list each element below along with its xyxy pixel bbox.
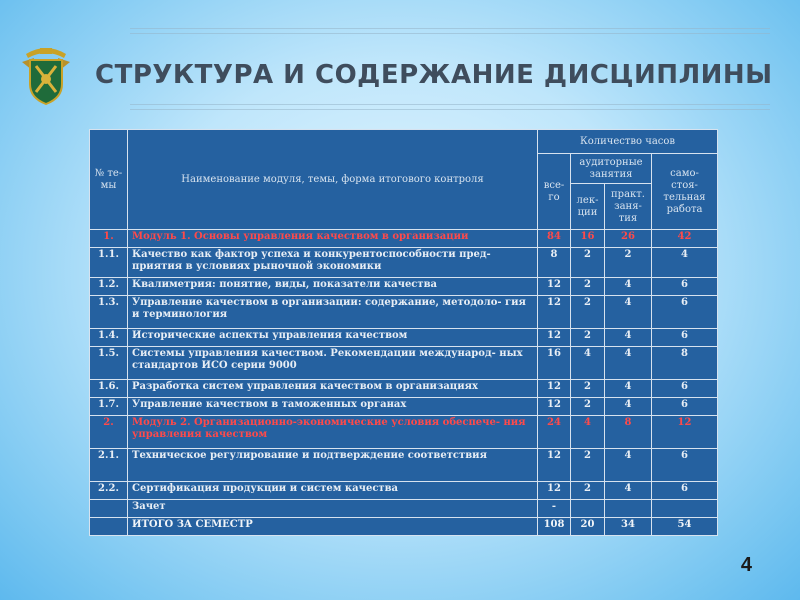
table-row [90,230,718,248]
cell-lectures: 2 [571,380,605,398]
cell-self-study: 54 [652,518,718,536]
table-row [90,518,718,536]
cell-self-study: 6 [652,449,718,482]
cell-total: 24 [538,416,571,449]
header-self-study: само- стоя- тельная работа [652,154,718,230]
header-number: № те- мы [90,130,128,230]
cell-total: 12 [538,482,571,500]
cell-name: Сертификация продукции и систем качества [128,482,538,500]
cell-number: 1.2. [90,278,128,296]
header-hours: Количество часов [538,130,718,154]
cell-name: Техническое регулирование и подтверждение соответствия [128,449,538,482]
cell-self-study: 42 [652,230,718,248]
cell-self-study: 6 [652,278,718,296]
cell-number: 1.6. [90,380,128,398]
cell-lectures: 2 [571,449,605,482]
table-row [90,449,718,482]
cell-number: 1.4. [90,329,128,347]
header-name: Наименование модуля, темы, форма итогового контроля [128,130,538,230]
decorative-line-mid-2 [130,109,770,110]
header-lectures: лек- ции [571,184,605,230]
table-row [90,278,718,296]
table-row [90,329,718,347]
cell-number: 1.7. [90,398,128,416]
cell-practice: 4 [605,347,652,380]
cell-self-study: 6 [652,329,718,347]
cell-total: 16 [538,347,571,380]
cell-self-study: 6 [652,398,718,416]
header-practice: практ. заня- тия [605,184,652,230]
cell-total: 12 [538,449,571,482]
curriculum-table [89,129,718,536]
cell-self-study: 6 [652,482,718,500]
cell-name: Модуль 1. Основы управления качеством в организации [128,230,538,248]
cell-lectures: 2 [571,482,605,500]
cell-practice: 4 [605,278,652,296]
cell-practice: 4 [605,296,652,329]
cell-number [90,518,128,536]
cell-total: 108 [538,518,571,536]
cell-lectures: 2 [571,329,605,347]
cell-name: ИТОГО ЗА СЕМЕСТР [128,518,538,536]
header-total: все- го [538,154,571,230]
cell-name: Управление качеством в организации: содержание, методоло- гия и терминология [128,296,538,329]
cell-name: Качество как фактор успеха и конкурентоспособности пред- приятия в условиях рыночной экономики [128,248,538,278]
cell-total: 8 [538,248,571,278]
cell-lectures: 2 [571,398,605,416]
cell-lectures: 2 [571,248,605,278]
cell-total: 12 [538,380,571,398]
slide-title: СТРУКТУРА И СОДЕРЖАНИЕ ДИСЦИПЛИНЫ [95,60,773,90]
table-row [90,380,718,398]
cell-practice: 26 [605,230,652,248]
customs-emblem-icon [18,40,74,108]
cell-practice: 4 [605,329,652,347]
cell-practice: 4 [605,482,652,500]
cell-number: 2.2. [90,482,128,500]
cell-name: Квалиметрия: понятие, виды, показатели качества [128,278,538,296]
slide-number: 4 [740,554,752,576]
cell-number: 1.3. [90,296,128,329]
cell-total: 12 [538,278,571,296]
cell-number: 1. [90,230,128,248]
cell-self-study: 6 [652,296,718,329]
cell-practice: 34 [605,518,652,536]
cell-number: 1.5. [90,347,128,380]
cell-lectures: 2 [571,278,605,296]
cell-practice [605,500,652,518]
cell-name: Модуль 2. Организационно-экономические условия обеспече- ния управления качеством [128,416,538,449]
cell-total: 12 [538,398,571,416]
cell-name: Зачет [128,500,538,518]
cell-name: Разработка систем управления качеством в организациях [128,380,538,398]
cell-practice: 2 [605,248,652,278]
cell-lectures: 4 [571,416,605,449]
table-row [90,347,718,380]
cell-lectures: 2 [571,296,605,329]
cell-number: 1.1. [90,248,128,278]
cell-practice: 4 [605,449,652,482]
cell-number: 2.1. [90,449,128,482]
cell-total: 12 [538,296,571,329]
cell-lectures: 16 [571,230,605,248]
table-row [90,416,718,449]
cell-name: Системы управления качеством. Рекомендации международ- ных стандартов ИСО серии 9000 [128,347,538,380]
cell-lectures: 4 [571,347,605,380]
cell-self-study [652,500,718,518]
cell-lectures [571,500,605,518]
cell-name: Управление качеством в таможенных органах [128,398,538,416]
table-row [90,500,718,518]
decorative-line-top-2 [130,33,770,34]
cell-practice: 4 [605,380,652,398]
cell-lectures: 20 [571,518,605,536]
decorative-line-mid [130,104,770,105]
cell-self-study: 6 [652,380,718,398]
table-row [90,296,718,329]
cell-self-study: 4 [652,248,718,278]
header-classroom: аудиторные занятия [571,154,652,184]
cell-total: 84 [538,230,571,248]
table-row [90,248,718,278]
table-row [90,398,718,416]
decorative-line-top [130,28,770,29]
cell-number: 2. [90,416,128,449]
cell-number [90,500,128,518]
cell-total: - [538,500,571,518]
cell-practice: 4 [605,398,652,416]
cell-self-study: 12 [652,416,718,449]
cell-self-study: 8 [652,347,718,380]
cell-total: 12 [538,329,571,347]
cell-name: Исторические аспекты управления качеством [128,329,538,347]
table-row [90,482,718,500]
cell-practice: 8 [605,416,652,449]
